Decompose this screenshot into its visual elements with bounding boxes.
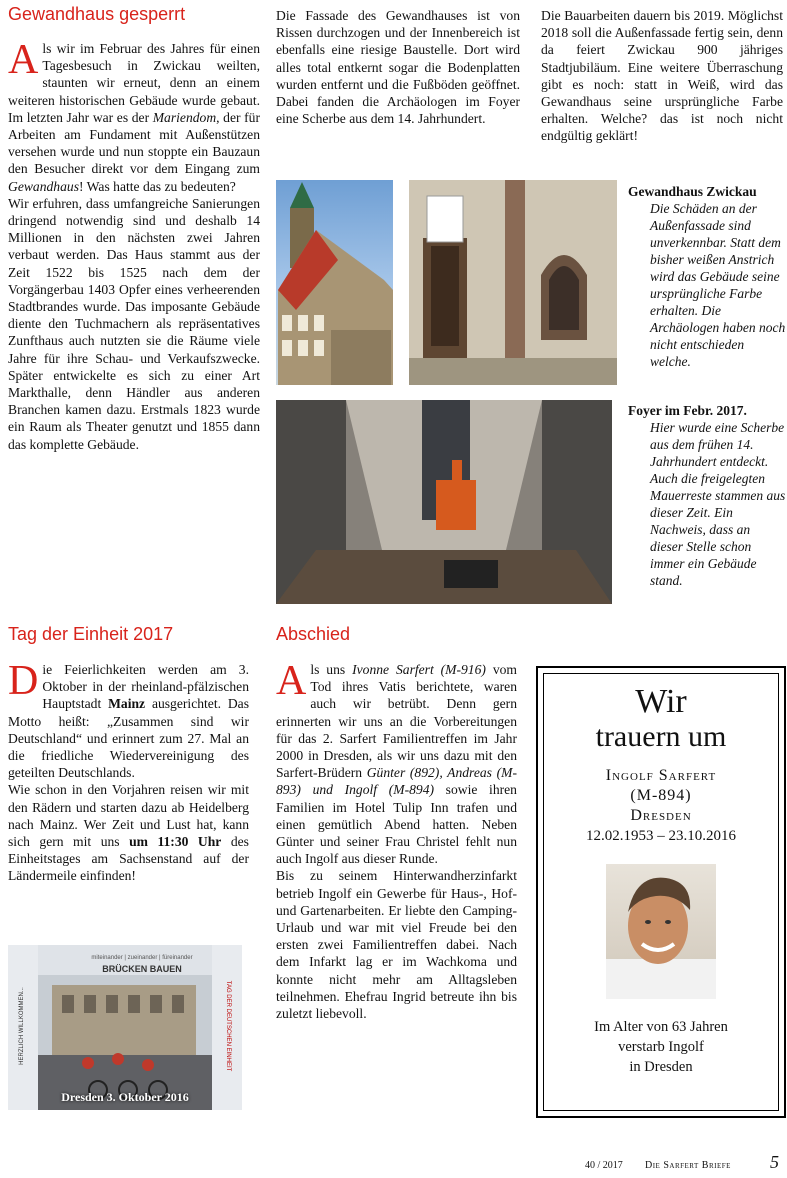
banner-title: BRÜCKEN BAUEN bbox=[102, 964, 182, 974]
article-heading-abschied: Abschied bbox=[276, 624, 351, 644]
banner-side-right: TAG DER DEUTSCHEN EINHEIT bbox=[225, 980, 231, 1072]
banner-side-left: HERZLICH WILLKOMMEN... bbox=[19, 987, 25, 1065]
page-number: 5 bbox=[770, 1152, 779, 1172]
dresden-event-photo bbox=[8, 945, 242, 1110]
deceased-portrait bbox=[606, 864, 716, 999]
mourning-notice bbox=[536, 666, 786, 1118]
foyer-excavator-photo bbox=[276, 400, 612, 604]
caption-foyer bbox=[628, 402, 786, 589]
deceased-id: (M-894) bbox=[630, 787, 692, 804]
drop-cap: A bbox=[8, 37, 39, 83]
article-body-bauarbeiten: Die Bauarbeiten dauern bis 2019. Möglichst 2018 soll die Außenfassade fertig sein, denn da feiert Zwickau 900 jähriges Stadtjubiläum. Eine weitere Überraschung gibt es noch: statt in Weiß, wird das Gewandhaus seine ursprüngliche Farbe erhalten. Welche? das ist noch nicht endgültig geklärt! bbox=[541, 8, 783, 144]
mourning-footer-1: Im Alter von 63 Jahren bbox=[594, 1019, 728, 1035]
photo-caption: Dresden 3. Oktober 2016 bbox=[61, 1090, 189, 1104]
article-heading-einheit: Tag der Einheit 2017 bbox=[8, 624, 174, 644]
article-body-gewandhaus: Als wir im Februar des Jahres für einen Tagesbesuch in Zwickau weilten, staunten wir erneut, denn an einem weiteren historischen Gebäude wurde gebaut. Im letzten Jahr war es der Mariendom, der für Arbeiten am Fundament mit Außenstützen versehen wurde und nun stoppte ein Bauzaun den Besucher direkt vor dem Eingang zum Gewandhaus! Was hatte das zu bedeuten? Wir erfuhren, dass umfangreiche Sanierungen dringend notwendig sind und deshalb 14 Millionen in den nächsten zwei Jahren verbaut werden. Das Haus stammt aus der Zeit 1522 bis 1525 nach dem der Vorgängerbau 1403 Opfer eines verheerenden Stadtbrandes wurde. Das imposante Gebäude diente den Tuchmachern als repräsentatives Zunfthaus auch nutzten sie die Räume viele Jahre für ihre Schau- und Verkaufszwecke. Später entwickelte es sich zu einer Art Markthalle, denn Händler aus anderen Branchen kamen dazu. Erstmals 1823 wurde ein Raum als Theater genutzt und 1855 dann das komplette Gebäude. bbox=[8, 37, 260, 452]
drop-cap: A bbox=[276, 658, 307, 704]
mourning-footer-3: in Dresden bbox=[629, 1059, 693, 1075]
caption-body: Die Schäden an der Außenfassade sind unverkennbar. Statt dem bisher weißen Anstrich wird das Gebäude seine ursprüngliche Farbe erhalten. Die Archäologen haben noch nicht entschieden welche. bbox=[650, 201, 786, 369]
article-heading-gewandhaus: Gewandhaus gesperrt bbox=[8, 4, 186, 24]
caption-title: Gewandhaus Zwickau bbox=[628, 184, 757, 199]
mourning-line-2: trauern um bbox=[595, 720, 727, 753]
issue-number: 40 / 2017 bbox=[585, 1160, 623, 1171]
gewandhaus-tower-photo bbox=[276, 180, 393, 385]
deceased-dates: 12.02.1953 – 23.10.2016 bbox=[586, 828, 736, 844]
magazine-name: Die Sarfert Briefe bbox=[645, 1160, 731, 1171]
drop-cap: D bbox=[8, 658, 39, 704]
banner-subtitle: miteinander | zueinander | füreinander bbox=[91, 955, 193, 961]
mourning-notice-inner bbox=[543, 673, 779, 1111]
article-body-fassade: Die Fassade des Gewandhauses ist von Rissen durchzogen und der Innenbereich ist ebenfalls eine riesige Baustelle. Dort wird alles total entkernt sogar die Bodenplatten wurden entfernt und die Fußböden geöffnet. Dabei fanden die Archäologen im Foyer eine Scherbe aus dem 14. Jahrhundert. bbox=[276, 8, 520, 127]
article-body-einheit: Die Feierlichkeiten werden am 3. Oktober in der rheinland-pfälzischen Hauptstadt Mainz ausgerichtet. Das Motto heißt: „Zusammen sind wir Deutschland“ und erinnert zum 27. Mal an die friedliche Wiedervereinigung des geteilten Deutschlands. Wie schon in den Vorjahren reisen wir mit den Rädern und starten dazu ab Heidelberg nach Mainz. Wer Zeit und Lust hat, kann sich gern mit uns um 11:30 Uhr des Einheitstages am Sachsenstand auf der Ländermeile einfinden! bbox=[8, 658, 249, 884]
mourning-line-1: Wir bbox=[635, 683, 687, 720]
deceased-city: Dresden bbox=[630, 807, 692, 824]
gewandhaus-facade-photo bbox=[409, 180, 617, 385]
article-body-abschied: Als uns Ivonne Sarfert (M-916) vom Tod ihres Vatis berichtete, waren auch wir betrübt. Denn gern erinnerten wir uns an die Vorbereitungen für das 2. Sarfert Familientreffen im Jahr 2000 in Dresden, als wir uns dazu mit den Sarfert-Brüdern Günter (892), Andreas (M-893) und Ingolf (M-894) sowie ihren Familien im Hotel Tulip Inn trafen und einen gemütlich Abend hatten. Neben Günter und seiner Frau Christel fehlt nun auch Ingolf aus dieser Runde. Bis zu seinem Hinterwandherzinfarkt betrieb Ingolf ein Gewerbe für Haus-, Hof- und Gartenarbeiten. Er liebte den Camping-Urlaub und war mit viel Freude bei den ersten zwei Familientreffen dabei. Nach dem Infarkt lag er im Wachkoma und konnte nicht mehr am Alltagsleben teilnehmen. Ehefrau Ingrid betreute ihn bis zuletzt liebevoll. bbox=[276, 658, 518, 1022]
caption-title: Foyer im Febr. 2017. bbox=[628, 403, 747, 418]
deceased-name: Ingolf Sarfert bbox=[605, 767, 717, 784]
caption-body: Hier wurde eine Scherbe aus dem frühen 14. Jahrhundert entdeckt. Auch die freigelegten Mauerreste stammen aus dieser Zeit. Ein Nachweis, dass an dieser Stelle schon immer ein Gebäude stand. bbox=[650, 420, 786, 588]
mourning-footer-2: verstarb Ingolf bbox=[618, 1039, 704, 1055]
caption-gewandhaus bbox=[628, 183, 786, 370]
